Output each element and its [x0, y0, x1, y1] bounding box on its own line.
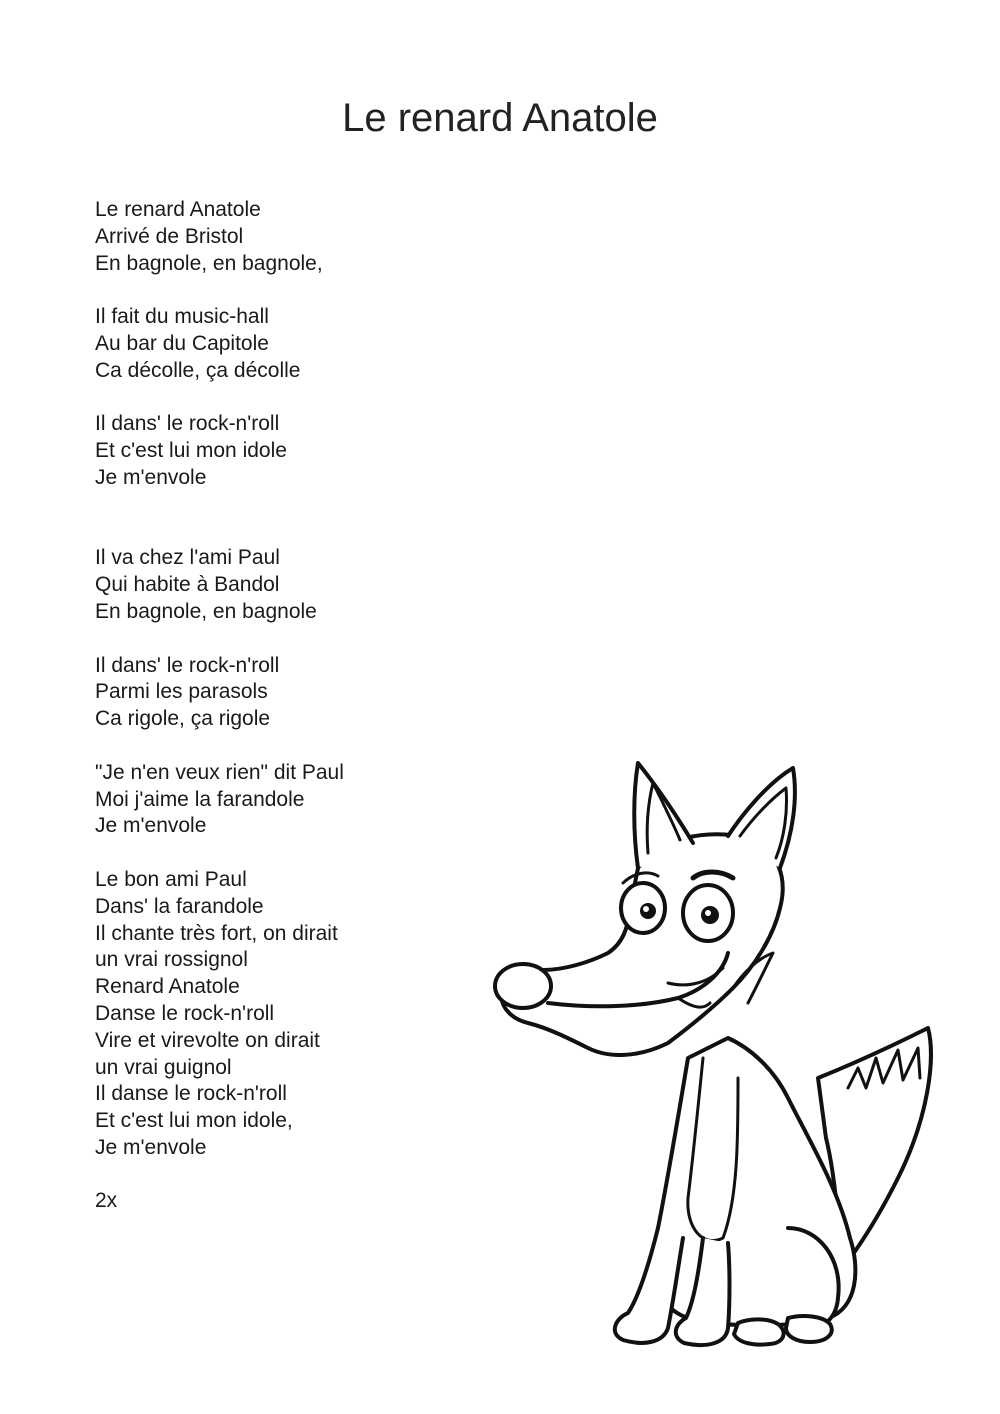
lyric-line: Il danse le rock-n'roll — [95, 1082, 287, 1106]
lyric-line: Moi j'aime la farandole — [95, 787, 305, 811]
lyric-line: En bagnole, en bagnole, — [95, 251, 323, 275]
lyric-line: En bagnole, en bagnole — [95, 599, 317, 623]
lyric-line: Il fait du music-hall — [95, 305, 269, 329]
lyric-line: Au bar du Capitole — [95, 331, 269, 355]
fox-nose — [495, 964, 551, 1008]
lyric-line: Arrivé de Bristol — [95, 224, 244, 248]
lyric-line: Ca décolle, ça décolle — [95, 358, 301, 382]
stanza-7 — [95, 867, 515, 1162]
stanza-5 — [95, 653, 515, 733]
lyric-line: un vrai rossignol — [95, 948, 248, 972]
lyric-line: Danse le rock-n'roll — [95, 1001, 275, 1025]
lyric-line: Il dans' le rock-n'roll — [95, 653, 280, 677]
fox-front-leg-left — [615, 1228, 683, 1343]
lyric-line: Parmi les parasols — [95, 680, 268, 704]
lyric-line: Le bon ami Paul — [95, 867, 247, 891]
fox-head — [502, 834, 783, 1055]
lyric-line: Je m'envole — [95, 814, 207, 838]
lyric-line: Vire et virevolte on dirait — [95, 1028, 320, 1052]
lyric-line: Je m'envole — [95, 1135, 207, 1159]
repeat-label: 2x — [95, 1189, 118, 1213]
lyric-line: Qui habite à Bandol — [95, 573, 280, 597]
lyric-line: Il chante très fort, on dirait — [95, 921, 338, 945]
lyric-line: Ca rigole, ça rigole — [95, 707, 271, 731]
stanza-6 — [95, 760, 515, 840]
stanza-3 — [95, 411, 515, 491]
lyric-line: Il dans' le rock-n'roll — [95, 412, 280, 436]
lyric-line: "Je n'en veux rien" dit Paul — [95, 760, 344, 784]
page-title: Le renard Anatole — [342, 96, 658, 140]
lyric-line: Renard Anatole — [95, 975, 240, 999]
lyric-line: Et c'est lui mon idole, — [95, 1109, 293, 1133]
lyric-line: Et c'est lui mon idole — [95, 439, 287, 463]
lyric-line: un vrai guignol — [95, 1055, 232, 1079]
fox-illustration — [488, 758, 940, 1348]
stanza-1 — [95, 197, 515, 277]
stanza-2 — [95, 304, 515, 384]
lyric-line: Je m'envole — [95, 465, 207, 489]
lyric-line: Il va chez l'ami Paul — [95, 546, 280, 570]
repeat-marker — [95, 1188, 515, 1215]
lyrics — [95, 197, 515, 1242]
lyric-line: Le renard Anatole — [95, 198, 261, 221]
lyric-line: Dans' la farandole — [95, 894, 264, 918]
stanza-4 — [95, 545, 515, 625]
